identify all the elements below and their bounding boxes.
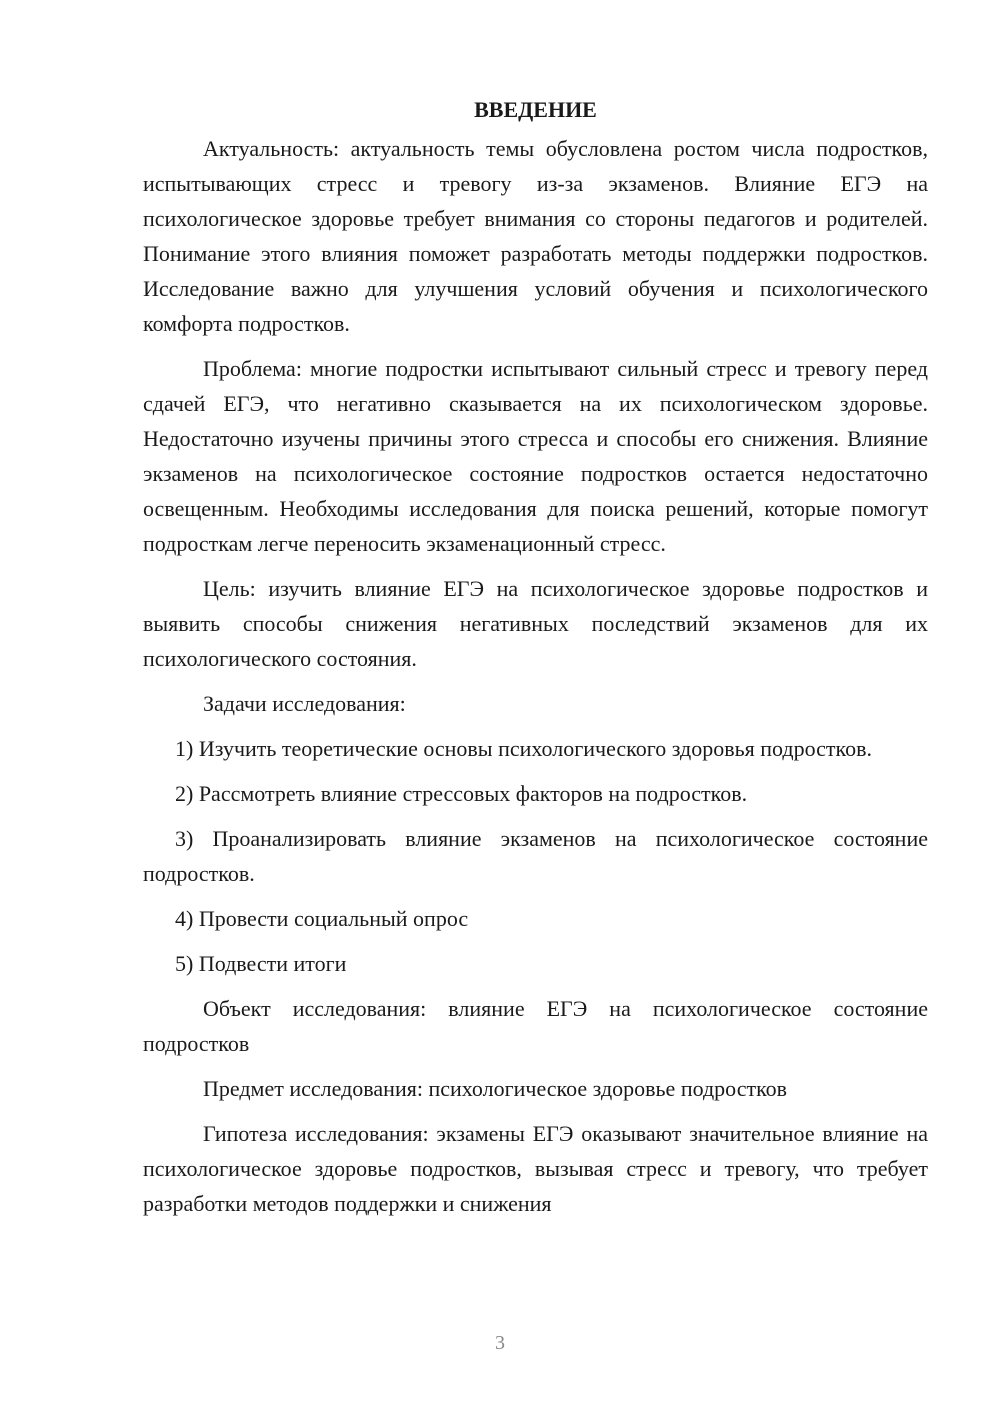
subject-paragraph: Предмет исследования: психологическое здоровье подростков: [203, 1076, 788, 1101]
goal-paragraph: Цель: изучить влияние ЕГЭ на психологическое здоровье подростков и выявить способы снижения негативных последствий экзаменов для их психологического состояния.: [143, 576, 928, 671]
task-item-4: 4) Провести социальный опрос: [175, 906, 469, 931]
relevance-paragraph: Актуальность: актуальность темы обусловлена ростом числа подростков, испытывающих стресс и тревогу из-за экзаменов. Влияние ЕГЭ на психологическое здоровье требует внимания со стороны педагогов и родителей. Понимание этого влияния поможет разработать методы поддержки подростков. Исследование важно для улучшения условий обучения и психологического комфорта подростков.: [143, 136, 928, 336]
page-number: 3: [495, 1332, 505, 1354]
task-item-2: 2) Рассмотреть влияние стрессовых факторов на подростков.: [175, 781, 748, 806]
task-item-3: 3) Проанализировать влияние экзаменов на психологическое состояние подростков.: [143, 826, 928, 886]
hypothesis-paragraph: Гипотеза исследования: экзамены ЕГЭ оказывают значительное влияние на психологическое здоровье подростков, вызывая стресс и тревогу, что требует разработки методов поддержки и снижения: [143, 1121, 928, 1216]
problem-paragraph: Проблема: многие подростки испытывают сильный стресс и тревогу перед сдачей ЕГЭ, что негативно сказывается на их психологическом здоровье. Недостаточно изучены причины этого стресса и способы его снижения. Влияние экзаменов на психологическое состояние подростков остается недостаточно освещенным. Необходимы исследования для поиска решений, которые помогут подросткам легче переносить экзаменационный стресс.: [143, 356, 928, 556]
object-paragraph: Объект исследования: влияние ЕГЭ на психологическое состояние подростков: [143, 996, 928, 1056]
section-title: ВВЕДЕНИЕ: [474, 97, 597, 122]
tasks-heading: Задачи исследования:: [203, 691, 406, 716]
document-page: [143, 92, 928, 1231]
task-item-5: 5) Подвести итоги: [175, 951, 347, 976]
task-item-1: 1) Изучить теоретические основы психологического здоровья подростков.: [175, 736, 872, 761]
